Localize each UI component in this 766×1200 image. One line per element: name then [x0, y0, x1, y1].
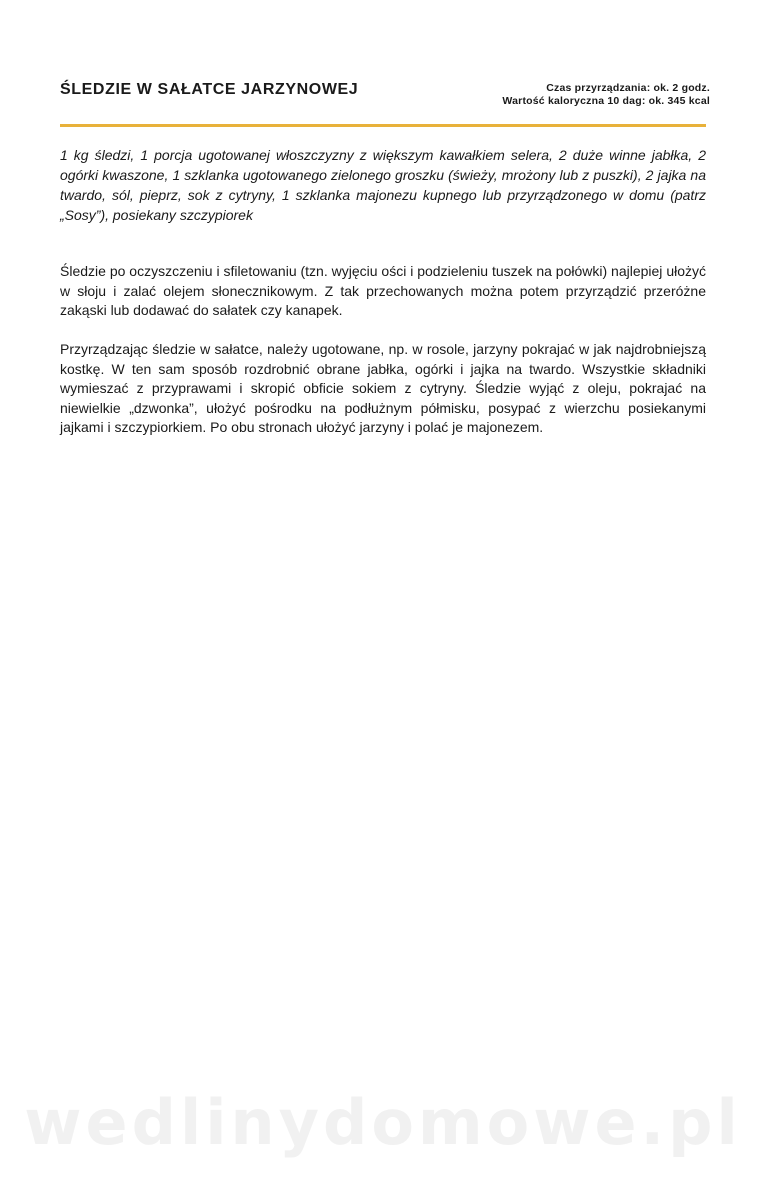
- calorie-info: Wartość kaloryczna 10 dag: ok. 345 kcal: [502, 95, 710, 107]
- instructions-paragraph: Przyrządzając śledzie w sałatce, należy ugotowane, np. w rosole, jarzyny pokrajać w jak najdrobniejszą kostkę. W ten sam sposób rozdrobnić obrane jabłka, ogórki i jajka na twardo. Wszystkie składniki wymieszać z przyprawami i skropić obficie sokiem z cytryny. Śledzie wyjąć z oleju, pokrajać na niewielkie „dzwonka”, ułożyć pośrodku na podłużnym półmisku, posypać z wierzchu posiekanymi jajkami i szczypiorkiem. Po obu stronach ułożyć jarzyny i polać je majonezem.: [60, 341, 706, 435]
- recipe-meta: [502, 82, 710, 108]
- instructions-paragraph: Śledzie po oczyszczeniu i sfiletowaniu (tzn. wyjęciu ości i podzieleniu tuszek na połówki) najlepiej ułożyć w słoju i zalać olejem słonecznikowym. Z tak przechowanych można potem przyrządzić przeróżne zakąski lub dodawać do sałatek czy kanapek.: [60, 263, 706, 318]
- prep-time: Czas przyrządzania: ok. 2 godz.: [546, 82, 710, 94]
- watermark: wedlinydomowe.pl: [24, 1086, 742, 1159]
- recipe-title: ŚLEDZIE W SAŁATCE JARZYNOWEJ: [60, 81, 359, 98]
- ingredients-list: 1 kg śledzi, 1 porcja ugotowanej włoszczyzny z większym kawałkiem selera, 2 duże winne jabłka, 2 ogórki kwaszone, 1 szklanka ugotowanego zielonego groszku (świeży, mrożony lub z puszki), 2 jajka na twardo, sól, pieprz, sok z cytryny, 1 szklanka majonezu kupnego lub przyrządzonego w domu (patrz „Sosy”), posiekany szczypiorek: [60, 147, 706, 223]
- header-divider: [60, 124, 706, 127]
